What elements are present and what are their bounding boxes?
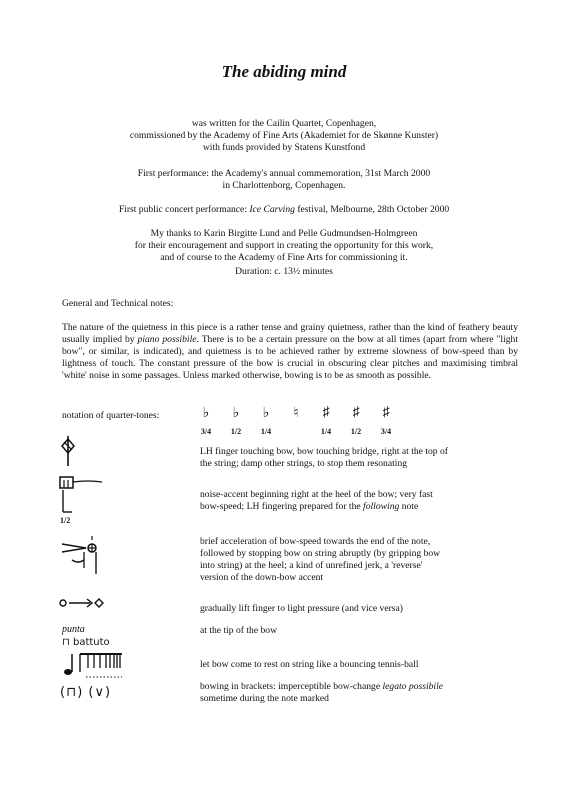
dedication-line: with funds provided by Statens Kunstfond <box>202 142 366 153</box>
down-bow-icon: ⊓ <box>62 637 73 648</box>
battuto-icon <box>58 650 128 680</box>
concert-performance-line: First public concert performance: Ice Carving festival, Melbourne, 28th October 2000 <box>118 204 450 215</box>
thanks-line: My thanks to Karin Birgitte Lund and Pelle Gudmundsen-Holmgreen <box>150 228 418 239</box>
pressure-arrow-description: gradually lift finger to light pressure (and vice versa) <box>200 603 403 614</box>
fraction-label: 1/4 <box>320 427 332 436</box>
heel-accent-description: noise-accent beginning right at the heel of the bow; very fast bow-speed; LH fingering prepared for the following note <box>200 489 433 512</box>
dedication-block <box>0 118 568 154</box>
fraction-label: 1/2 <box>350 427 362 436</box>
fraction-label: 1/2 <box>230 427 242 436</box>
three-quarter-flat-icon: ♭ <box>202 406 210 421</box>
notes-paragraph: The nature of the quietness in this piece is a rather tense and grainy quietness, rather than the kind of feathery beauty usually implied by piano possibile. There is to be a certain pressure on the bow at all times (apart from where "light bow", or similar, is indicated), and quietness is to be achieved rather by extreme slowness of bow-speed than by lightness of touch. The constant pressure of the bow is crucial in obscuring clear pitches and maximising timbral 'white' noise in some passages. Unless marked otherwise, bowing is to be as smooth as possible. <box>62 322 518 381</box>
quarter-flat-icon: ♭ <box>262 406 270 421</box>
bracket-bowing-description: bowing in brackets: imperceptible bow-change legato possibile sometime during the note marked <box>200 681 443 704</box>
quarter-tones-label: notation of quarter-tones: <box>62 410 160 421</box>
natural-icon: ♮ <box>293 406 299 421</box>
thanks-line: for their encouragement and support in creating the opportunity for this work, <box>134 240 434 251</box>
fraction-label: 3/4 <box>200 427 212 436</box>
dedication-line: was written for the Cailin Quartet, Copenhagen, <box>191 118 377 129</box>
dedication-line: commissioned by the Academy of Fine Arts (Akademiet for de Skønne Kunster) <box>129 130 439 141</box>
sharp-icon: ♯ <box>352 405 360 420</box>
pressure-arrow-icon <box>58 596 108 610</box>
festival-name: Ice Carving <box>249 204 295 215</box>
lh-finger-bow-icon <box>58 434 78 468</box>
flat-icon: ♭ <box>232 406 240 421</box>
thanks-line: and of course to the Academy of Fine Arts for commissioning it. <box>160 252 408 263</box>
duration: Duration: c. 13½ minutes <box>235 266 333 277</box>
notes-heading: General and Technical notes: <box>62 298 174 309</box>
page-title: The abiding mind <box>221 62 347 81</box>
fraction-label: 1/4 <box>260 427 272 436</box>
battuto-description: let bow come to rest on string like a bouncing tennis-ball <box>200 659 419 670</box>
punta-label: punta <box>62 624 85 635</box>
lh-finger-bow-description: LH finger touching bow, bow touching bridge, right at the top of the string; damp other strings, to stop them resonating <box>200 446 448 469</box>
three-quarter-sharp-icon: ♯ <box>382 405 390 420</box>
first-performance-line: in Charlottenborg, Copenhagen. <box>222 180 346 191</box>
reverse-accent-description: brief acceleration of bow-speed towards the end of the note, followed by stopping bow on string abruptly (by gripping bow into string) at the heel; a kind of unrefined jerk, a 'reverse' version of the down-bow accent <box>200 536 441 583</box>
punta-description: at the tip of the bow <box>200 625 277 636</box>
battuto-label: ⊓ battuto <box>62 637 110 648</box>
first-performance-line: First performance: the Academy's annual commemoration, 31st March 2000 <box>137 168 431 179</box>
bracket-bowing-icon: (⊓) (∨) <box>60 685 112 700</box>
quarter-tone-row <box>195 405 425 445</box>
quarter-sharp-icon: ♯ <box>322 405 330 420</box>
thanks-block <box>0 228 568 264</box>
heel-accent-subscript: 1/2 <box>60 516 71 525</box>
reverse-accent-icon <box>58 534 108 578</box>
fraction-label: 3/4 <box>380 427 392 436</box>
first-performance-block <box>0 168 568 192</box>
